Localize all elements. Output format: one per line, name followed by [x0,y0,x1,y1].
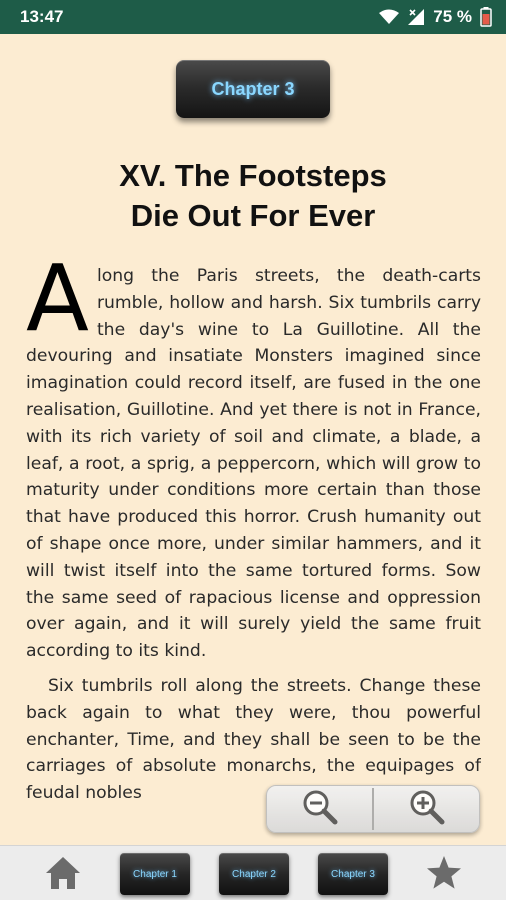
chapter-3-label: Chapter 3 [331,868,375,880]
status-icons [379,7,492,27]
zoom-out-icon [301,788,339,830]
battery-icon [480,7,492,27]
star-icon[interactable] [425,854,463,896]
chapter-title-line2: Die Out For Ever [130,198,376,233]
bottom-navigation [0,845,506,900]
chapter-badge-label: Chapter 3 [211,78,295,99]
drop-cap: A [26,263,89,352]
paragraph [26,263,481,665]
status-bar [0,0,506,34]
chapter-1-label: Chapter 1 [133,868,177,880]
zoom-out-button[interactable] [267,786,372,832]
chapter-title-line1: XV. The Footsteps [119,158,387,193]
chapter-2-label: Chapter 2 [232,868,276,880]
reading-content[interactable] [26,263,481,843]
signal-icon [407,8,425,26]
zoom-control [266,785,480,833]
zoom-in-icon [408,788,446,830]
battery-percent: 75 % [433,7,472,26]
chapter-1-button[interactable] [120,853,190,895]
home-icon[interactable] [44,854,82,896]
status-time: 13:47 [20,7,64,26]
chapter-title [0,156,506,236]
chapter-3-button[interactable] [318,853,388,895]
paragraph: Six tumbrils roll along the streets. Change these back again to what they were, thou powerful enchanter, Time, and they shall be seen to be the carriages of absolute monarchs, the equipages of feudal nobles [26,675,481,804]
paragraph-text: long the Paris streets, the death-carts rumble, hollow and harsh. Six tumbrils carry the day's wine to La Guillotine. All the devouring and insatiate Monsters imagined since imagination could record itself, are fused in the one realisation, Guillotine. And yet there is not in France, with its rich variety of soil and climate, a blade, a leaf, a root, a sprig, a peppercorn, which will grow to maturity under conditions more certain than those that have produced this horror. Crush humanity out of shape once more, under similar hammers, and it will twist itself into the same tortured forms. Sow the same seed of rapacious license and oppression over again, and it will surely yield the same fruit according to its kind. [26,266,481,662]
zoom-in-button[interactable] [374,786,479,832]
wifi-icon [379,9,399,25]
chapter-2-button[interactable] [219,853,289,895]
chapter-badge[interactable] [176,60,330,118]
